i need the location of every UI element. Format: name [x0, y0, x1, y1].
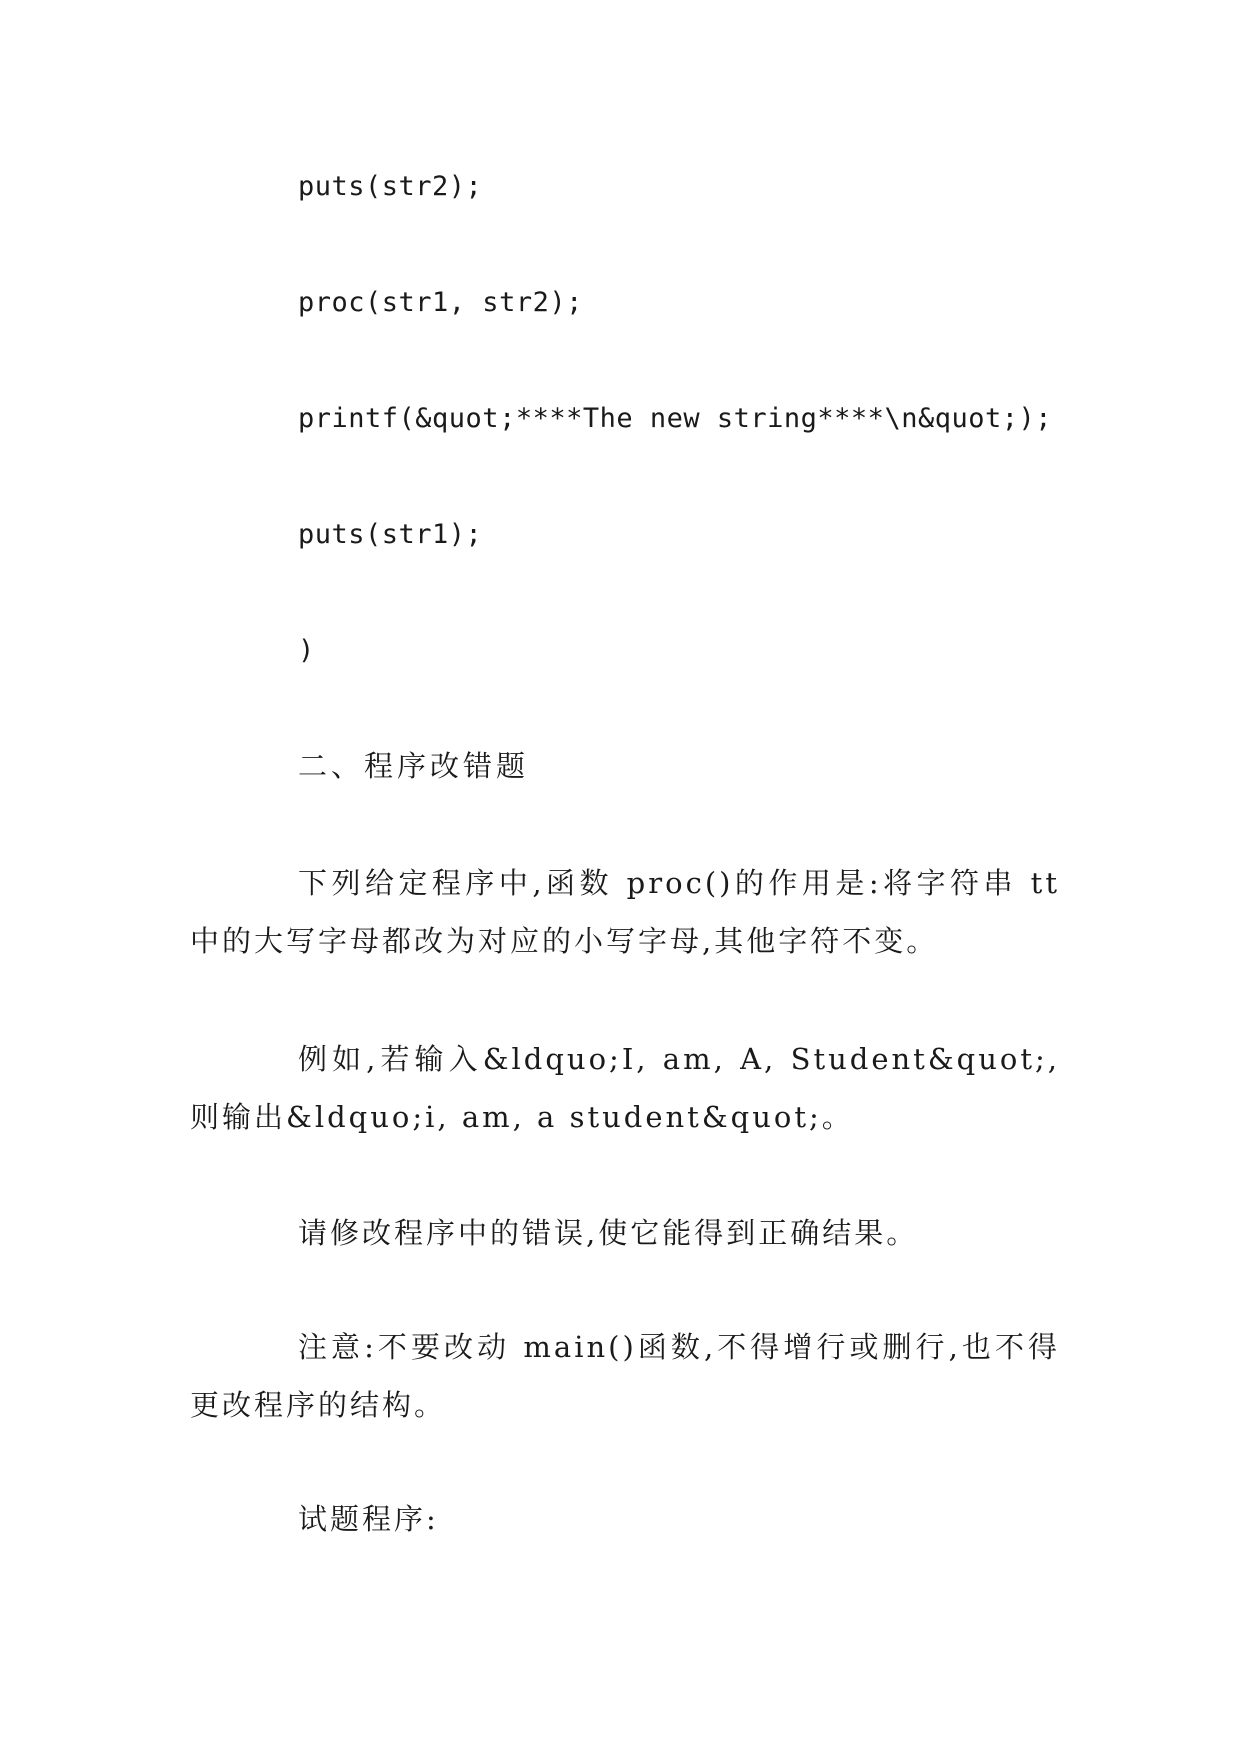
- section-heading: 二、程序改错题: [298, 749, 530, 783]
- code-line-3: printf(&quot;****The new string****\n&quot;);: [298, 403, 1052, 434]
- paragraph-description: 下列给定程序中,函数 proc()的作用是:将字符串 tt 中的大写字母都改为对应的小写字母,其他字符不变。: [190, 866, 1060, 958]
- paragraph-program-label: 试题程序:: [298, 1502, 439, 1536]
- code-line-1: puts(str2);: [298, 171, 483, 202]
- code-line-2: proc(str1, str2);: [298, 287, 583, 318]
- paragraph-note: 注意:不要改动 main()函数,不得增行或删行,也不得更改程序的结构。: [190, 1330, 1060, 1422]
- code-line-4: puts(str1);: [298, 519, 483, 550]
- paragraph-example: 例如,若输入&ldquo;I, am, A, Student&quot;,则输出&ldquo;i, am, a student&quot;。: [190, 1042, 1060, 1134]
- code-line-5: ): [298, 635, 315, 666]
- paragraph-instruction: 请修改程序中的错误,使它能得到正确结果。: [298, 1216, 919, 1250]
